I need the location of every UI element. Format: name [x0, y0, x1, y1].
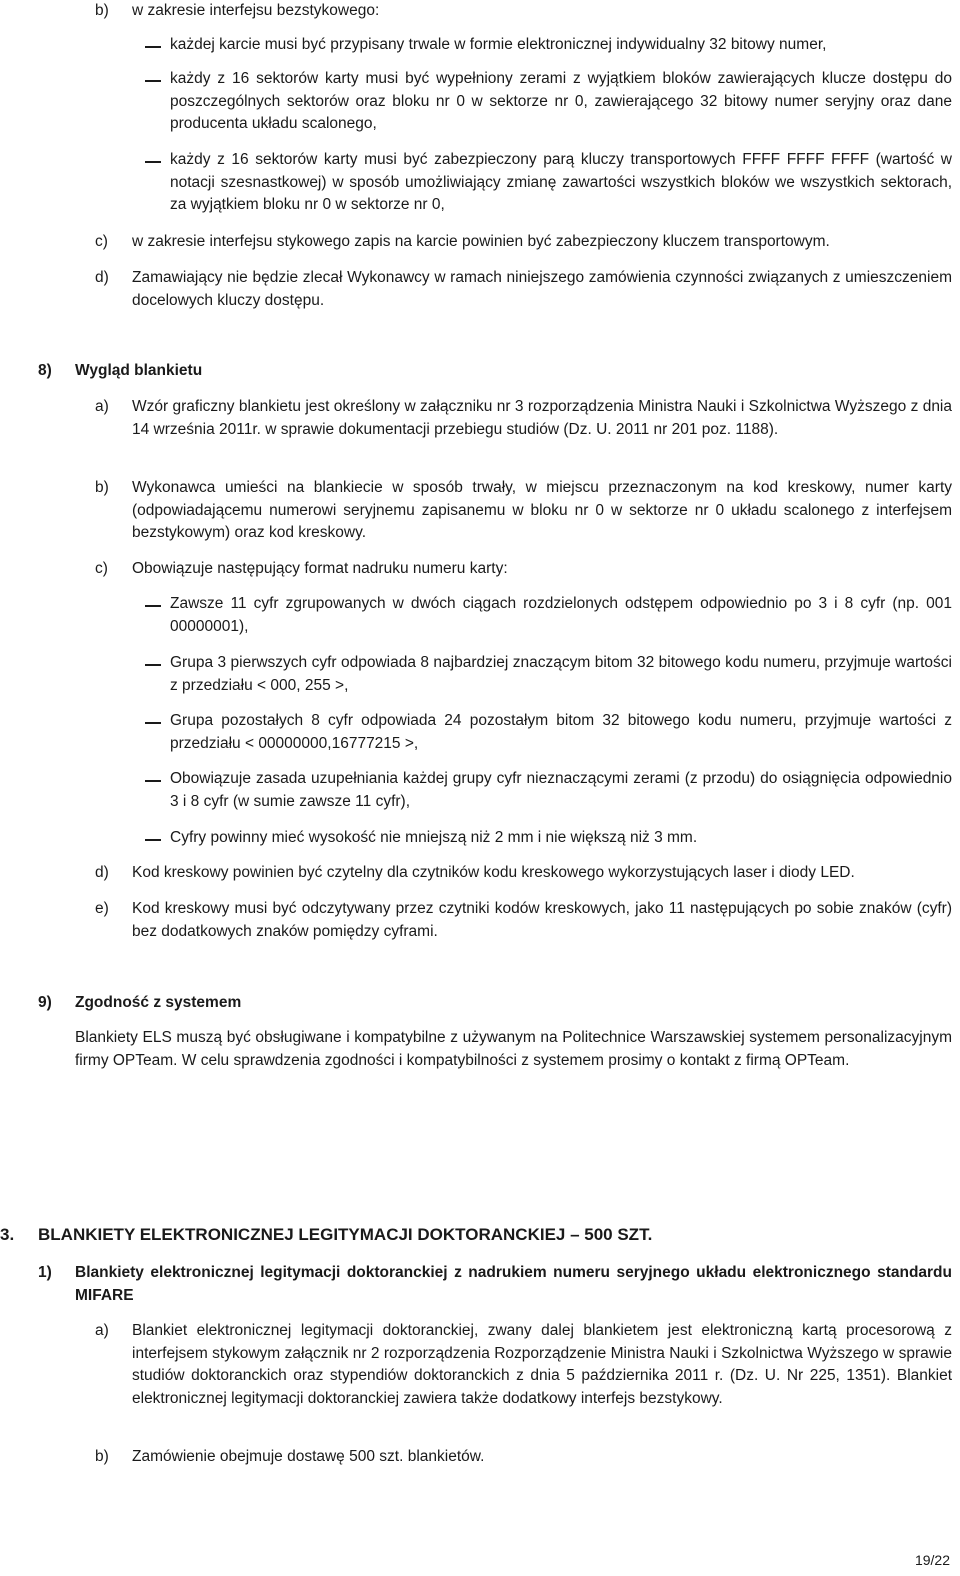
dash-text: Obowiązuje zasada uzupełniania każdej grupy cyfr nieznaczącymi zerami (z przodu) do osiągnięcia odpowiednio 3 i 8 cyfr (w sumie zawsze 11 cyfr),: [170, 770, 952, 810]
item-label: d): [95, 864, 109, 881]
item-text: Zamawiający nie będzie zlecał Wykonawcy w ramach niniejszego zamówienia czynności związanych z umieszczeniem docelowych kluczy dostępu.: [132, 269, 952, 309]
dash-text: Grupa 3 pierwszych cyfr odpowiada 8 najbardziej znaczącym bitom 32 bitowego kodu numeru, przyjmuje wartości z przedziału < 000, 255 >,: [170, 654, 952, 694]
item-text: Kod kreskowy powinien być czytelny dla czytników kodu kreskowego wykorzystujących laser i diody LED.: [132, 864, 855, 881]
item-label: b): [95, 2, 109, 19]
item-label: a): [95, 1322, 109, 1339]
section-title: Zgodność z systemem: [75, 994, 242, 1011]
dash-marker: [145, 780, 161, 782]
item-text: w zakresie interfejsu bezstykowego:: [132, 2, 380, 19]
chapter-title: BLANKIETY ELEKTRONICZNEJ LEGITYMACJI DOKTORANCKIEJ – 500 SZT.: [38, 1225, 653, 1244]
item-text: Wzór graficzny blankietu jest określony w załączniku nr 3 rozporządzenia Ministra Nauki i Szkolnictwa Wyższego z dnia 14 września 2011r. w sprawie dokumentacji przebiegu studiów (Dz. U. 2011 nr 201 poz. 1188).: [132, 398, 952, 438]
dash-text: każdej karcie musi być przypisany trwale w formie elektronicznej indywidualny 32 bitowy numer,: [170, 36, 827, 53]
item-label: c): [95, 560, 108, 577]
dash-marker: [145, 664, 161, 666]
section-number: 1): [38, 1264, 52, 1281]
item-label: b): [95, 1448, 109, 1465]
dash-marker: [145, 46, 161, 48]
item-text: Zamówienie obejmuje dostawę 500 szt. blankietów.: [132, 1448, 485, 1465]
dash-marker: [145, 161, 161, 163]
item-label: a): [95, 398, 109, 415]
dash-text: Zawsze 11 cyfr zgrupowanych w dwóch ciągach rozdzielonych odstępem odpowiednio po 3 i 8 cyfr (np. 001 00000001),: [170, 595, 952, 635]
item-text: Kod kreskowy musi być odczytywany przez czytniki kodów kreskowych, jako 11 następujących po sobie znaków (cyfr) bez dodatkowych znaków pomiędzy cyframi.: [132, 900, 952, 940]
dash-text: Grupa pozostałych 8 cyfr odpowiada 24 pozostałym bitom 32 bitowego kodu numeru, przyjmuje wartości z przedziału < 00000000,16777215 >,: [170, 712, 952, 752]
dash-text: Cyfry powinny mieć wysokość nie mniejszą niż 2 mm i nie większą niż 3 mm.: [170, 829, 698, 846]
item-label: e): [95, 900, 109, 917]
dash-marker: [145, 80, 161, 82]
section-title: Blankiety elektronicznej legitymacji doktoranckiej z nadrukiem numeru seryjnego układu elektronicznego standardu MIFARE: [75, 1264, 952, 1304]
item-label: d): [95, 269, 109, 286]
page-number: 19/22: [914, 1552, 950, 1568]
item-label: b): [95, 479, 109, 496]
chapter-number: 3.: [0, 1225, 15, 1244]
section-title: Wygląd blankietu: [75, 362, 203, 379]
dash-marker: [145, 722, 161, 724]
item-text: w zakresie interfejsu stykowego zapis na karcie powinien być zabezpieczony kluczem transportowym.: [132, 233, 830, 250]
section-number: 9): [38, 994, 52, 1011]
dash-text: każdy z 16 sektorów karty musi być wypełniony zerami z wyjątkiem bloków zawierających klucze dostępu do poszczególnych sektorów oraz bloku nr 0 w sektorze nr 0, zawierającego 32 bitowy numer seryjny oraz dane producenta układu scalonego,: [170, 70, 952, 132]
dash-marker: [145, 839, 161, 841]
item-text: Wykonawca umieści na blankiecie w sposób trwały, w miejscu przeznaczonym na kod kreskowy, numer karty (odpowiadającemu numerowi seryjnemu zapisanemu w bloku nr 0 w sektorze nr 0 układu scalonego z interfejsem bezstykowym) oraz kod kreskowy.: [132, 479, 952, 541]
item-label: c): [95, 233, 108, 250]
section-9-paragraph: Blankiety ELS muszą być obsługiwane i kompatybilne z używanym na Politechnice Warszawskiej systemem personalizacyjnym firmy OPTeam. W celu sprawdzenia zgodności i kompatybilności z systemem prosimy o kontakt z firmą OPTeam.: [75, 1029, 952, 1069]
item-text: Blankiet elektronicznej legitymacji doktoranckiej, zwany dalej blankietem jest elektroniczną kartą procesorową z interfejsem stykowym załącznik nr 2 rozporządzenia Rozporządzenie Ministra Nauki i Szkolnictwa Wyższego w sprawie studiów doktoranckich oraz stypendiów doktoranckich z dnia 5 października 2011 r. (Dz. U. Nr 225, 1351). Blankiet elektronicznej legitymacji doktoranckiej zawiera także dodatkowy interfejs bezstykowy.: [132, 1322, 952, 1407]
item-text: Obowiązuje następujący format nadruku numeru karty:: [132, 560, 508, 577]
section-number: 8): [38, 362, 52, 379]
dash-text: każdy z 16 sektorów karty musi być zabezpieczony parą kluczy transportowych FFFF FFFF FFFF (wartość w notacji szesnastkowej) w sposób umożliwiający zmianę zawartości wszystkich bloków we wszystkich sektorach, za wyjątkiem bloku nr 0 w sektorze nr 0,: [170, 151, 952, 213]
dash-marker: [145, 605, 161, 607]
